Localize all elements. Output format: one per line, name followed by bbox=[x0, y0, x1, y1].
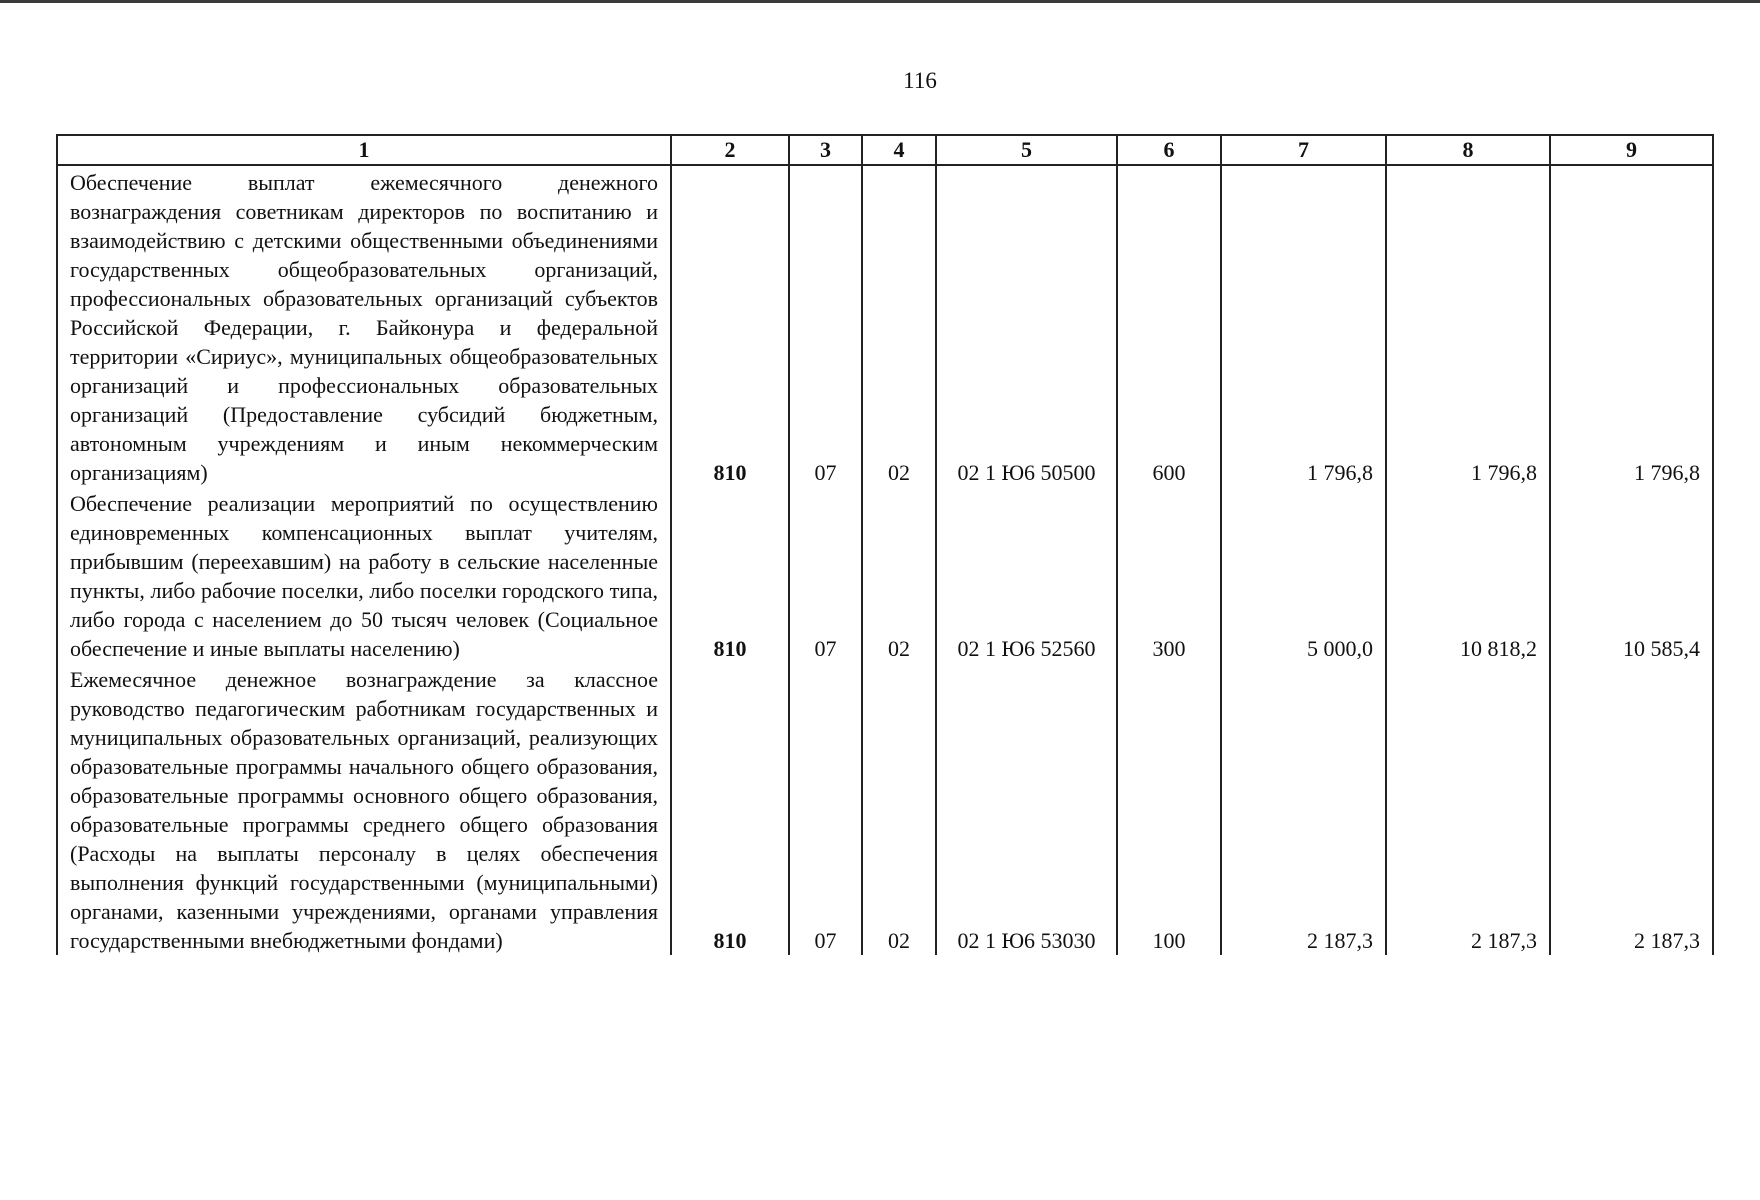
page-number: 116 bbox=[903, 68, 937, 93]
target-article-code: 02 1 Ю6 53030 bbox=[936, 663, 1117, 955]
table-row bbox=[57, 663, 1713, 955]
section-code: 07 bbox=[789, 663, 862, 955]
expense-type-code: 300 bbox=[1117, 487, 1221, 663]
expense-type-code: 600 bbox=[1117, 165, 1221, 487]
column-header: 3 bbox=[789, 135, 862, 165]
amount-col-8: 2 187,3 bbox=[1386, 663, 1550, 955]
amount-col-9: 2 187,3 bbox=[1550, 663, 1713, 955]
top-border-rule bbox=[0, 0, 1760, 3]
column-header: 9 bbox=[1550, 135, 1713, 165]
amount-col-9: 10 585,4 bbox=[1550, 487, 1713, 663]
target-article-code: 02 1 Ю6 50500 bbox=[936, 165, 1117, 487]
column-header: 7 bbox=[1221, 135, 1386, 165]
row-description: Обеспечение реализации мероприятий по осуществлению единовременных компенсационных выплат учителям, прибывшим (переехавшим) на работу в сельские населенные пункты, либо рабочие поселки, либо поселки городского типа, либо города с населением до 50 тысяч человек (Социальное обеспечение и иные выплаты населению) bbox=[57, 487, 671, 663]
target-article-code: 02 1 Ю6 52560 bbox=[936, 487, 1117, 663]
row-description: Ежемесячное денежное вознаграждение за классное руководство педагогическим работникам государственных и муниципальных образовательных организаций, реализующих образовательные программы начального общего образования, образовательные программы основного общего образования, образовательные программы среднего общего образования (Расходы на выплаты персоналу в целях обеспечения выполнения функций государственными (муниципальными) органами, казенными учреждениями, органами управления государственными внебюджетными фондами) bbox=[57, 663, 671, 955]
subsection-code: 02 bbox=[862, 487, 936, 663]
column-header: 1 bbox=[57, 135, 671, 165]
amount-col-8: 10 818,2 bbox=[1386, 487, 1550, 663]
column-header: 6 bbox=[1117, 135, 1221, 165]
column-header: 5 bbox=[936, 135, 1117, 165]
amount-col-7: 5 000,0 bbox=[1221, 487, 1386, 663]
subsection-code: 02 bbox=[862, 165, 936, 487]
section-code: 07 bbox=[789, 487, 862, 663]
amount-col-9: 1 796,8 bbox=[1550, 165, 1713, 487]
table-row bbox=[57, 165, 1713, 487]
expense-type-code: 100 bbox=[1117, 663, 1221, 955]
row-description: Обеспечение выплат ежемесячного денежного вознаграждения советникам директоров по воспитанию и взаимодействию с детскими общественными объединениями государственных общеобразовательных организаций, профессиональных образовательных организаций субъектов Российской Федерации, г. Байконура и федеральной территории «Сириус», муниципальных общеобразовательных организаций и профессиональных образовательных организаций (Предоставление субсидий бюджетным, автономным учреждениям и иным некоммерческим организациям) bbox=[57, 165, 671, 487]
subsection-code: 02 bbox=[862, 663, 936, 955]
column-header: 4 bbox=[862, 135, 936, 165]
column-header: 8 bbox=[1386, 135, 1550, 165]
ministry-code: 810 bbox=[671, 165, 789, 487]
amount-col-7: 1 796,8 bbox=[1221, 165, 1386, 487]
section-code: 07 bbox=[789, 165, 862, 487]
budget-table bbox=[56, 134, 1714, 955]
ministry-code: 810 bbox=[671, 663, 789, 955]
amount-col-8: 1 796,8 bbox=[1386, 165, 1550, 487]
table-row bbox=[57, 487, 1713, 663]
column-header: 2 bbox=[671, 135, 789, 165]
ministry-code: 810 bbox=[671, 487, 789, 663]
table-header-row bbox=[57, 135, 1713, 165]
amount-col-7: 2 187,3 bbox=[1221, 663, 1386, 955]
